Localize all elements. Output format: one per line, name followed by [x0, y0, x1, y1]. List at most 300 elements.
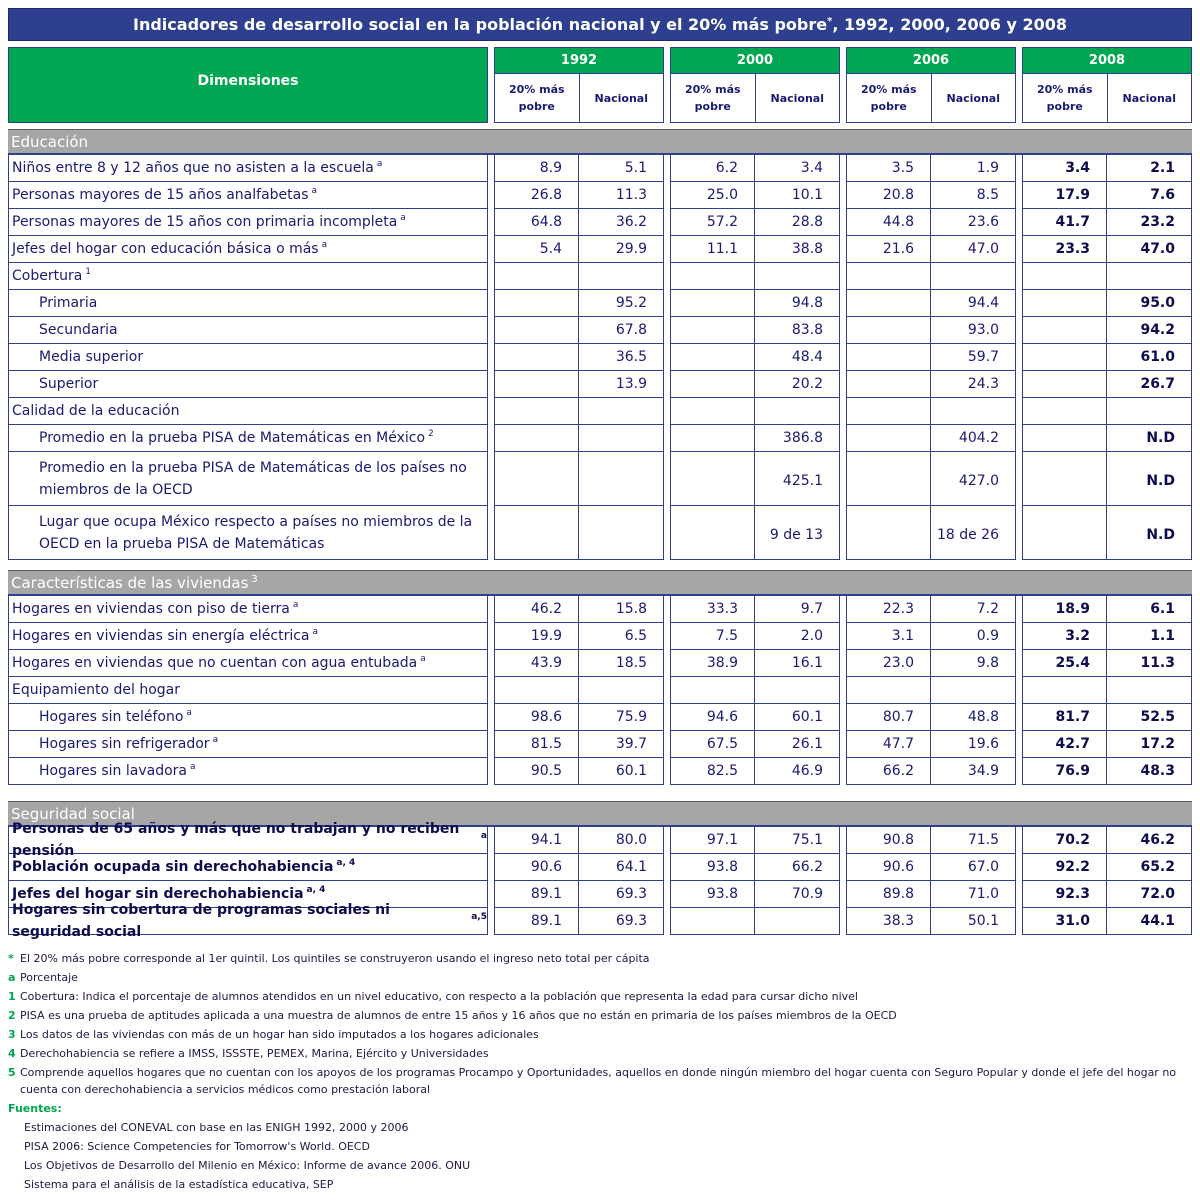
table-cell: 31.0: [1022, 908, 1107, 935]
row-label: [8, 344, 488, 371]
col-header-nacional: Nacional: [770, 91, 824, 105]
col-header-nacional: Nacional: [946, 91, 1000, 105]
table-body: [8, 129, 1192, 940]
table-cell: [494, 344, 579, 371]
table-cell: 64.8: [494, 209, 579, 236]
table-cell: 81.5: [494, 731, 579, 758]
table-cell: [670, 398, 755, 425]
row-footnote-mark: a: [186, 708, 192, 718]
table-cell: [670, 506, 755, 560]
row-label: [8, 155, 488, 182]
table-cell: 26.1: [755, 731, 840, 758]
table-row: [8, 506, 1192, 560]
table-cell: 3.2: [1022, 623, 1107, 650]
table-cell: 38.9: [670, 650, 755, 677]
row-footnote-mark: a: [376, 159, 383, 169]
table-cell: 65.2: [1107, 854, 1192, 881]
table-cell: 20.8: [846, 182, 931, 209]
table-cell: 94.2: [1107, 317, 1192, 344]
row-label: [8, 398, 488, 425]
table-cell: 92.3: [1022, 881, 1107, 908]
table-cell: [494, 317, 579, 344]
table-cell: [670, 317, 755, 344]
table-cell: 6.1: [1107, 596, 1192, 623]
table-row: [8, 371, 1192, 398]
table-cell: 36.5: [579, 344, 664, 371]
table-cell: 95.0: [1107, 290, 1192, 317]
table-cell: 9.8: [931, 650, 1016, 677]
table-cell: 26.8: [494, 182, 579, 209]
table-cell: [670, 290, 755, 317]
table-cell: 60.1: [579, 758, 664, 785]
row-footnote-mark: a: [190, 762, 196, 772]
table-cell: 57.2: [670, 209, 755, 236]
year-group-1992: [494, 47, 664, 123]
table-cell: 82.5: [670, 758, 755, 785]
section-title: Educación: [11, 132, 89, 151]
table-cell: 17.9: [1022, 182, 1107, 209]
table-cell: 38.8: [755, 236, 840, 263]
footnote-item: [8, 950, 1192, 967]
table-row: [8, 182, 1192, 209]
table-cell: 81.7: [1022, 704, 1107, 731]
table-cell: 39.7: [579, 731, 664, 758]
table-cell: [846, 371, 931, 398]
table-cell: 93.8: [670, 881, 755, 908]
table-cell: [1022, 452, 1107, 506]
table-cell: [931, 398, 1016, 425]
table-cell: [494, 263, 579, 290]
table-cell: [846, 317, 931, 344]
footnote-text: Los datos de las viviendas con más de un hogar han sido imputados a los hogares adicionales: [20, 1028, 539, 1041]
row-label-text: Cobertura: [12, 268, 83, 284]
row-label: [8, 371, 488, 398]
table-cell: 11.3: [1107, 650, 1192, 677]
footnote-item: [8, 1064, 1192, 1098]
col-header-pobre: 20% más pobre: [1023, 74, 1108, 122]
table-cell: 89.1: [494, 881, 579, 908]
table-cell: 92.2: [1022, 854, 1107, 881]
table-cell: 71.0: [931, 881, 1016, 908]
table-cell: 18.5: [579, 650, 664, 677]
table-cell: 3.4: [755, 155, 840, 182]
row-label-text: Hogares en viviendas sin energía eléctrica: [12, 628, 310, 644]
table-cell: 41.7: [1022, 209, 1107, 236]
table-cell: 25.0: [670, 182, 755, 209]
row-label: [8, 731, 488, 758]
table-cell: 83.8: [755, 317, 840, 344]
table-cell: 94.6: [670, 704, 755, 731]
footnote-key: a: [8, 971, 16, 984]
table-cell: 72.0: [1107, 881, 1192, 908]
table-cell: 18.9: [1022, 596, 1107, 623]
year-group-2000: [670, 47, 840, 123]
row-label-text: Calidad de la educación: [12, 403, 180, 419]
table-cell: 5.4: [494, 236, 579, 263]
table-cell: 1.9: [931, 155, 1016, 182]
table-cell: 9 de 13: [755, 506, 840, 560]
table-cell: [1022, 290, 1107, 317]
col-header-nacional: Nacional: [594, 91, 648, 105]
row-label: [8, 902, 488, 940]
table-cell: [755, 677, 840, 704]
footnote-key: 5: [8, 1066, 16, 1079]
col-header-nacional: Nacional: [1122, 91, 1176, 105]
table-cell: 23.2: [1107, 209, 1192, 236]
table-cell: [931, 677, 1016, 704]
table-cell: [494, 452, 579, 506]
table-cell: 34.9: [931, 758, 1016, 785]
footnotes: [8, 948, 1192, 1193]
footnote-text: Derechohabiencia se refiere a IMSS, ISSSTE, PEMEX, Marina, Ejército y Universidades: [20, 1047, 489, 1060]
table-cell: 1.1: [1107, 623, 1192, 650]
table-cell: 19.6: [931, 731, 1016, 758]
notes-list: [8, 950, 1192, 1098]
row-footnote-mark: a: [311, 186, 318, 196]
table-cell: N.D: [1107, 425, 1192, 452]
row-footnote-mark: a: [480, 831, 487, 841]
table-row: [8, 902, 1192, 940]
row-footnote-mark: a: [212, 735, 219, 745]
row-footnote-mark: a, 4: [336, 858, 356, 868]
row-footnote-mark: 2: [428, 429, 434, 439]
row-label: [8, 182, 488, 209]
table-cell: 94.4: [931, 290, 1016, 317]
table-cell: 70.2: [1022, 827, 1107, 854]
row-label: [8, 263, 488, 290]
table-cell: 2.0: [755, 623, 840, 650]
section-header: [8, 570, 1192, 596]
table-cell: 89.8: [846, 881, 931, 908]
table-cell: 69.3: [579, 908, 664, 935]
row-label-text: Hogares sin refrigerador: [39, 736, 210, 752]
table-cell: 38.3: [846, 908, 931, 935]
source-item: PISA 2006: Science Competencies for Tomorrow's World. OECD: [24, 1140, 370, 1153]
table-cell: [670, 371, 755, 398]
table-cell: 48.3: [1107, 758, 1192, 785]
table-cell: 95.2: [579, 290, 664, 317]
row-label: [8, 425, 488, 452]
table-cell: 93.8: [670, 854, 755, 881]
table-cell: 90.6: [846, 854, 931, 881]
table-cell: 90.6: [494, 854, 579, 881]
row-label-text: Jefes del hogar con educación básica o más: [12, 241, 319, 257]
table-cell: 19.9: [494, 623, 579, 650]
table-cell: 94.1: [494, 827, 579, 854]
dimensiones-header: Dimensiones: [8, 47, 488, 123]
table-cell: [1022, 425, 1107, 452]
table-cell: 69.3: [579, 881, 664, 908]
row-label-text: Personas mayores de 15 años con primaria incompleta: [12, 214, 398, 230]
table-cell: 66.2: [846, 758, 931, 785]
table-cell: 89.1: [494, 908, 579, 935]
table-cell: 64.1: [579, 854, 664, 881]
table-cell: 7.6: [1107, 182, 1192, 209]
footnote-text: El 20% más pobre corresponde al 1er quintil. Los quintiles se construyeron usando el ingreso neto total per cápita: [20, 952, 650, 965]
row-label: [8, 209, 488, 236]
table-cell: 6.2: [670, 155, 755, 182]
table-cell: [494, 425, 579, 452]
table-cell: [1022, 317, 1107, 344]
table-row: [8, 731, 1192, 758]
row-label: [8, 677, 488, 704]
source-item: Sistema para el análisis de la estadística educativa, SEP: [24, 1178, 334, 1191]
year-group-2008: [1022, 47, 1192, 123]
table-cell: [846, 677, 931, 704]
table-cell: 50.1: [931, 908, 1016, 935]
table-cell: [755, 398, 840, 425]
table-row: [8, 821, 1192, 859]
year-header: 1992: [495, 48, 663, 74]
table-cell: 44.8: [846, 209, 931, 236]
table-cell: 16.1: [755, 650, 840, 677]
row-label-text: Hogares sin lavadora: [39, 763, 187, 779]
table-title: [8, 8, 1192, 41]
row-label-text: Primaria: [39, 295, 98, 311]
row-label-text: Hogares en viviendas con piso de tierra: [12, 601, 290, 617]
table-cell: 13.9: [579, 371, 664, 398]
table-cell: [1022, 677, 1107, 704]
year-group-2006: [846, 47, 1016, 123]
table-cell: 94.8: [755, 290, 840, 317]
table-cell: 47.0: [1107, 236, 1192, 263]
table-row: [8, 758, 1192, 785]
row-label-text: Personas de 65 años y más que no trabajan y no reciben pensión: [12, 821, 460, 859]
table-cell: 61.0: [1107, 344, 1192, 371]
row-footnote-mark: a,5: [471, 912, 487, 922]
table-cell: 9.7: [755, 596, 840, 623]
table-cell: [494, 506, 579, 560]
table-cell: 23.6: [931, 209, 1016, 236]
table-cell: [494, 371, 579, 398]
table-cell: 8.9: [494, 155, 579, 182]
footnote-key: 4: [8, 1047, 16, 1060]
table-cell: [579, 452, 664, 506]
table-cell: 71.5: [931, 827, 1016, 854]
row-label: [8, 821, 488, 859]
table-cell: [846, 344, 931, 371]
table-cell: 97.1: [670, 827, 755, 854]
table-cell: 3.5: [846, 155, 931, 182]
table-cell: 10.1: [755, 182, 840, 209]
indicators-table: [8, 8, 1192, 940]
table-row: [8, 209, 1192, 236]
table-cell: [1022, 506, 1107, 560]
table-cell: 26.7: [1107, 371, 1192, 398]
row-label: [8, 758, 488, 785]
table-cell: 28.8: [755, 209, 840, 236]
table-cell: [846, 398, 931, 425]
footnote-item: [8, 1007, 1192, 1024]
table-cell: 98.6: [494, 704, 579, 731]
source-item: Estimaciones del CONEVAL con base en las ENIGH 1992, 2000 y 2006: [24, 1121, 409, 1134]
table-cell: 59.7: [931, 344, 1016, 371]
table-cell: [846, 425, 931, 452]
table-cell: 386.8: [755, 425, 840, 452]
table-cell: [1022, 344, 1107, 371]
table-cell: [755, 908, 840, 935]
col-header-pobre: 20% más pobre: [671, 74, 756, 122]
table-row: [8, 263, 1192, 290]
row-label: [8, 452, 488, 506]
table-cell: [579, 677, 664, 704]
table-cell: 67.8: [579, 317, 664, 344]
table-row: [8, 425, 1192, 452]
footnote-text: Porcentaje: [20, 971, 78, 984]
title-years: , 1992, 2000, 2006 y 2008: [832, 15, 1067, 34]
col-header-pobre: 20% más pobre: [495, 74, 580, 122]
table-cell: 36.2: [579, 209, 664, 236]
table-cell: [579, 425, 664, 452]
table-cell: 48.4: [755, 344, 840, 371]
table-cell: [1107, 263, 1192, 290]
table-cell: 66.2: [755, 854, 840, 881]
table-cell: [494, 290, 579, 317]
row-label: [8, 854, 488, 881]
row-label: [8, 596, 488, 623]
table-cell: 23.0: [846, 650, 931, 677]
table-cell: 67.5: [670, 731, 755, 758]
row-footnote-mark: a: [312, 627, 319, 637]
row-label-text: Secundaria: [39, 322, 118, 338]
table-cell: 80.0: [579, 827, 664, 854]
table-cell: [846, 452, 931, 506]
row-label-text: Población ocupada sin derechohabiencia: [12, 859, 334, 875]
table-cell: 22.3: [846, 596, 931, 623]
row-footnote-mark: a: [400, 213, 406, 223]
table-cell: [755, 263, 840, 290]
title-footnote-mark: *: [827, 16, 833, 27]
row-label: [8, 650, 488, 677]
footnote-key: 1: [8, 990, 16, 1003]
table-cell: 11.1: [670, 236, 755, 263]
table-cell: 20.2: [755, 371, 840, 398]
row-label-text: Promedio en la prueba PISA de Matemáticas de los países no miembros de la OECD: [39, 459, 467, 498]
row-footnote-mark: 1: [85, 267, 92, 277]
table-cell: 6.5: [579, 623, 664, 650]
row-footnote-mark: a: [420, 654, 426, 664]
table-cell: 2.1: [1107, 155, 1192, 182]
table-cell: [846, 290, 931, 317]
col-header-pobre: 20% más pobre: [847, 74, 932, 122]
table-cell: [670, 263, 755, 290]
table-cell: 43.9: [494, 650, 579, 677]
table-row: [8, 596, 1192, 623]
table-cell: 70.9: [755, 881, 840, 908]
table-cell: [846, 506, 931, 560]
table-row: [8, 704, 1192, 731]
table-cell: 47.0: [931, 236, 1016, 263]
table-cell: 7.2: [931, 596, 1016, 623]
table-cell: 18 de 26: [931, 506, 1016, 560]
footnote-item: [8, 988, 1192, 1005]
row-label-text: Equipamiento del hogar: [12, 682, 180, 698]
table-cell: 17.2: [1107, 731, 1192, 758]
table-cell: 76.9: [1022, 758, 1107, 785]
table-cell: [579, 263, 664, 290]
year-header: 2000: [671, 48, 839, 74]
row-label-text: Lugar que ocupa México respecto a países no miembros de la OECD en la prueba PISA de Matemáticas: [39, 513, 473, 552]
table-cell: 47.7: [846, 731, 931, 758]
row-label: [8, 623, 488, 650]
table-cell: 44.1: [1107, 908, 1192, 935]
footnote-text: Cobertura: Indica el porcentaje de alumnos atendidos en un nivel educativo, con respecto a la población que representa la edad para cursar dicho nivel: [20, 990, 858, 1003]
sources-list: [8, 1119, 1192, 1193]
row-label-text: Hogares sin cobertura de programas sociales ni seguridad social: [12, 902, 390, 940]
table-cell: [1107, 677, 1192, 704]
table-cell: 46.2: [494, 596, 579, 623]
table-cell: [579, 506, 664, 560]
table-cell: 11.3: [579, 182, 664, 209]
row-label: [8, 290, 488, 317]
row-label-text: Superior: [39, 376, 99, 392]
table-cell: 33.3: [670, 596, 755, 623]
year-header: 2006: [847, 48, 1015, 74]
table-header: [8, 47, 1192, 123]
footnote-text: Comprende aquellos hogares que no cuentan con los apoyos de los programas Procampo y Oportunidades, aquellos en donde ningún miembro del hogar cuenta con Seguro Popular y donde el jefe del hogar no cuenta con derechohabiencia a servicios médicos como prestación laboral: [20, 1066, 1177, 1096]
sources-heading: Fuentes:: [8, 1102, 62, 1115]
table-cell: [670, 452, 755, 506]
row-label: [8, 704, 488, 731]
row-label-text: Media superior: [39, 349, 144, 365]
table-row: [8, 854, 1192, 881]
table-cell: 75.1: [755, 827, 840, 854]
row-label-text: Hogares sin teléfono: [39, 709, 184, 725]
table-cell: 48.8: [931, 704, 1016, 731]
footnote-key: *: [8, 952, 14, 965]
table-cell: 90.5: [494, 758, 579, 785]
table-cell: 5.1: [579, 155, 664, 182]
table-cell: 42.7: [1022, 731, 1107, 758]
row-label-text: Niños entre 8 y 12 años que no asisten a la escuela: [12, 160, 374, 176]
footnote-key: 2: [8, 1009, 16, 1022]
table-cell: [670, 344, 755, 371]
section-title: Seguridad social: [11, 804, 135, 823]
table-cell: 21.6: [846, 236, 931, 263]
table-cell: [670, 425, 755, 452]
table-cell: [670, 677, 755, 704]
row-footnote-mark: a, 4: [306, 885, 326, 895]
table-cell: 425.1: [755, 452, 840, 506]
table-cell: [494, 398, 579, 425]
table-cell: 3.4: [1022, 155, 1107, 182]
table-row: [8, 317, 1192, 344]
table-row: [8, 452, 1192, 506]
table-cell: [931, 263, 1016, 290]
table-cell: 60.1: [755, 704, 840, 731]
footnote-text: PISA es una prueba de aptitudes aplicada a una muestra de alumnos de entre 15 años y 16 años que no están en primaria de los países miembros de la OECD: [20, 1009, 897, 1022]
table-cell: 24.3: [931, 371, 1016, 398]
table-cell: 3.1: [846, 623, 931, 650]
row-label: [8, 317, 488, 344]
table-cell: 404.2: [931, 425, 1016, 452]
table-cell: N.D: [1107, 506, 1192, 560]
table-cell: 0.9: [931, 623, 1016, 650]
table-cell: 52.5: [1107, 704, 1192, 731]
table-row: [8, 155, 1192, 182]
table-cell: [1022, 371, 1107, 398]
table-cell: 75.9: [579, 704, 664, 731]
footnote-item: [8, 969, 1192, 986]
row-label-text: Personas mayores de 15 años analfabetas: [12, 187, 309, 203]
table-row: [8, 344, 1192, 371]
table-cell: 427.0: [931, 452, 1016, 506]
table-cell: [1022, 398, 1107, 425]
table-cell: 93.0: [931, 317, 1016, 344]
table-cell: 90.8: [846, 827, 931, 854]
table-cell: 7.5: [670, 623, 755, 650]
table-cell: [579, 398, 664, 425]
